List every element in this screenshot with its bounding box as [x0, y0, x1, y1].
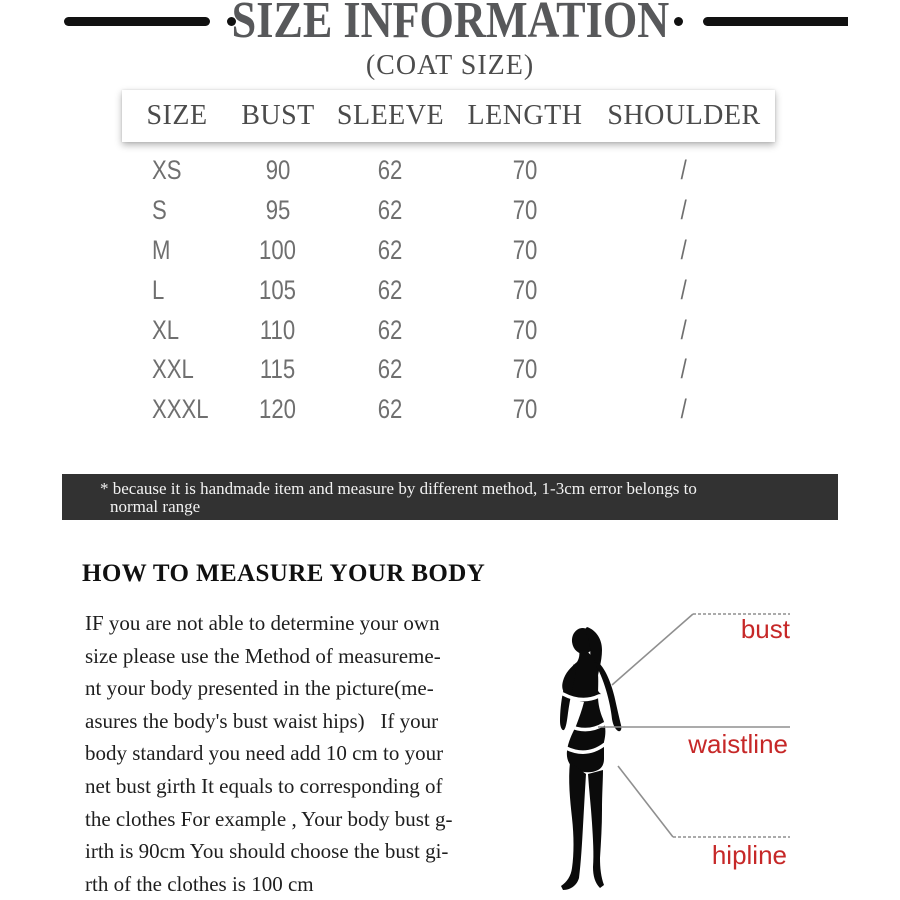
hip-callout-diagonal	[618, 766, 673, 837]
measure-paragraph	[85, 607, 515, 900]
table-row	[122, 151, 775, 191]
table-row	[122, 231, 775, 271]
cell-sleeve: 62	[378, 354, 403, 385]
cell-bust: 115	[260, 354, 296, 385]
paragraph-line: net bust girth It equals to corresponding of	[85, 773, 443, 798]
hipline-label: hipline	[711, 840, 787, 870]
page-title: SIZE INFORMATION	[231, 0, 669, 49]
paragraph-line: asures the body's bust waist hips) If your	[85, 708, 439, 733]
cell-shoulder: /	[680, 155, 688, 186]
cell-size: XXXL	[152, 394, 209, 425]
paragraph-line: nt your body presented in the picture(me-	[85, 676, 434, 701]
table-row	[122, 191, 775, 231]
cell-length: 70	[512, 234, 538, 265]
cell-sleeve: 62	[378, 274, 403, 305]
disclaimer-banner	[62, 474, 838, 520]
cell-sleeve: 62	[378, 195, 403, 226]
cell-length: 70	[512, 274, 538, 305]
bust-callout-diagonal	[612, 614, 693, 685]
column-header-bust: BUST	[241, 100, 315, 131]
measure-section-heading: HOW TO MEASURE YOUR BODY	[82, 560, 486, 587]
cell-size: L	[152, 274, 165, 305]
page-subtitle: (COAT SIZE)	[365, 50, 535, 81]
cell-length: 70	[512, 354, 538, 385]
cell-size: M	[152, 234, 171, 265]
title-right-dot	[674, 17, 683, 26]
title-right-bar	[703, 17, 848, 26]
table-row	[122, 270, 775, 310]
cell-sleeve: 62	[378, 314, 403, 345]
paragraph-line: IF you are not able to determine your own	[85, 611, 440, 635]
table-row	[122, 310, 775, 350]
cell-bust: 120	[259, 394, 297, 425]
cell-shoulder: /	[680, 354, 688, 385]
cell-shoulder: /	[680, 394, 688, 425]
paragraph-line: irth is 90cm You should choose the bust gi-	[85, 839, 449, 864]
cell-sleeve: 62	[378, 234, 403, 265]
cell-bust: 105	[259, 274, 297, 305]
cell-length: 70	[512, 195, 538, 226]
column-header-shoulder: SHOULDER	[607, 100, 761, 131]
cell-length: 70	[512, 155, 538, 186]
table-row	[122, 350, 775, 390]
cell-shoulder: /	[680, 234, 688, 265]
size-table-header	[122, 90, 775, 142]
cell-size: XXL	[152, 354, 194, 385]
disclaimer-line2: normal range	[110, 497, 201, 516]
paragraph-line: rth of the clothes is 100 cm	[85, 871, 314, 896]
column-header-size: SIZE	[146, 100, 208, 131]
paragraph-line: size please use the Method of measureme-	[85, 643, 441, 668]
table-row	[122, 390, 775, 430]
cell-bust: 95	[265, 195, 291, 226]
cell-bust: 100	[259, 234, 297, 265]
bust-label: bust	[740, 614, 790, 644]
column-header-length: LENGTH	[467, 100, 583, 131]
cell-size: S	[152, 195, 167, 226]
cell-bust: 110	[260, 314, 296, 345]
waistline-label: waistline	[688, 729, 788, 759]
cell-sleeve: 62	[378, 394, 403, 425]
cell-length: 70	[512, 394, 538, 425]
cell-shoulder: /	[680, 274, 688, 305]
cell-size: XS	[152, 155, 182, 186]
cell-size: XL	[152, 314, 180, 345]
cell-shoulder: /	[680, 314, 688, 345]
cell-length: 70	[512, 314, 538, 345]
size-table-body	[122, 151, 775, 430]
cell-shoulder: /	[680, 195, 688, 226]
paragraph-line: the clothes For example , Your body bust g-	[85, 806, 453, 831]
cell-sleeve: 62	[378, 155, 403, 186]
column-header-sleeve: SLEEVE	[336, 100, 445, 131]
cell-bust: 90	[265, 155, 291, 186]
disclaimer-line1: * because it is handmade item and measure by different method, 1-3cm error belongs to	[100, 479, 697, 498]
paragraph-line: body standard you need add 10 cm to your	[85, 741, 444, 766]
